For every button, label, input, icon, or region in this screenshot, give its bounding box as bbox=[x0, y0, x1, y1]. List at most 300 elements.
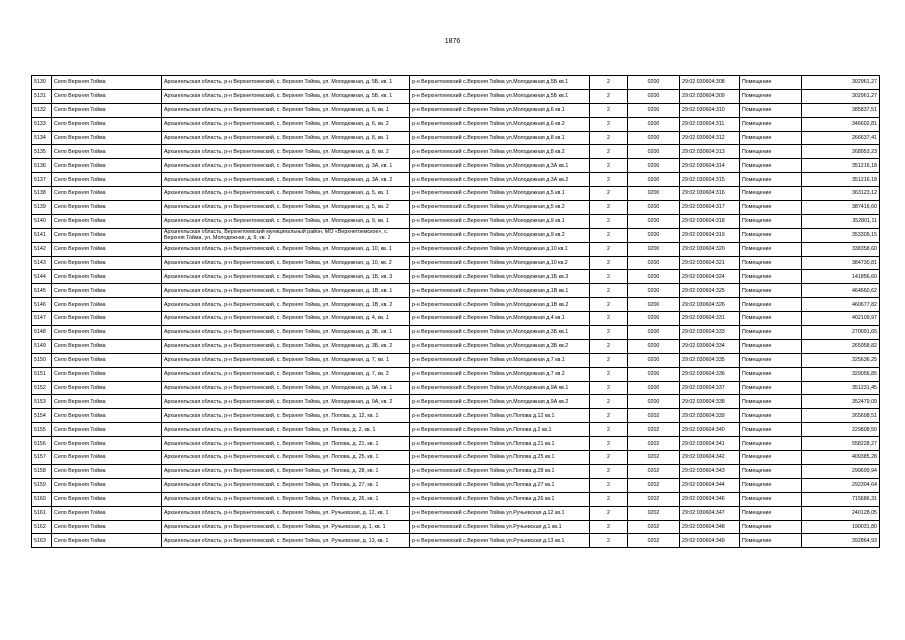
row-number: 5161 bbox=[32, 506, 52, 520]
full-address: Архангельская область, р-н Верхнетоемский, с. Верхняя Тойма, ул. Попова, д. 21, кв. 1 bbox=[162, 437, 410, 451]
row-number: 5153 bbox=[32, 395, 52, 409]
full-address: Архангельская область, р-н Верхнетоемский, с. Верхняя Тойма, ул. Молодежная, д. 5Б, кв. 1 bbox=[162, 89, 410, 103]
settlement-name: Село Верхняя Тойма bbox=[52, 478, 162, 492]
short-address: р-н Верхнетоемский с.Верхняя Тойма ул.Молодежная д.3Б кв.2 bbox=[410, 339, 590, 353]
short-address: р-н Верхнетоемский с.Верхняя Тойма ул.Ручьевская д.13 кв.1 bbox=[410, 534, 590, 548]
count-value: 2 bbox=[590, 242, 628, 256]
category-code: 0202 bbox=[628, 520, 680, 534]
row-number: 5134 bbox=[32, 131, 52, 145]
table-row bbox=[32, 298, 880, 312]
settlement-name: Село Верхняя Тойма bbox=[52, 326, 162, 340]
cadastral-number: 29:02:030604:337 bbox=[680, 381, 740, 395]
count-value: 2 bbox=[590, 464, 628, 478]
row-number: 5138 bbox=[32, 187, 52, 201]
settlement-name: Село Верхняя Тойма bbox=[52, 437, 162, 451]
row-number: 5159 bbox=[32, 478, 52, 492]
count-value: 2 bbox=[590, 312, 628, 326]
object-type: Помещение bbox=[740, 339, 802, 353]
full-address: Архангельская область, р-н Верхнетоемский, с. Верхняя Тойма, ул. Попова, д. 28, кв. 1 bbox=[162, 464, 410, 478]
settlement-name: Село Верхняя Тойма bbox=[52, 89, 162, 103]
full-address: Архангельская область, р-н Верхнетоемский, с. Верхняя Тойма, ул. Молодежная, д. 6, кв. 1 bbox=[162, 103, 410, 117]
category-code: 0200 bbox=[628, 117, 680, 131]
cadastral-number: 29:02:030604:346 bbox=[680, 492, 740, 506]
cadastral-number: 29:02:030604:316 bbox=[680, 187, 740, 201]
count-value: 2 bbox=[590, 256, 628, 270]
settlement-name: Село Верхняя Тойма bbox=[52, 145, 162, 159]
cadastral-value: 268953,23 bbox=[802, 145, 880, 159]
category-code: 0200 bbox=[628, 395, 680, 409]
category-code: 0202 bbox=[628, 506, 680, 520]
table-row bbox=[32, 242, 880, 256]
cadastral-value: 299699,94 bbox=[802, 464, 880, 478]
cadastral-value: 351231,45 bbox=[802, 381, 880, 395]
table-row bbox=[32, 464, 880, 478]
row-number: 5157 bbox=[32, 451, 52, 465]
object-type: Помещение bbox=[740, 284, 802, 298]
category-code: 0202 bbox=[628, 437, 680, 451]
short-address: р-н Верхнетоемский с.Верхняя Тойма ул.Попова д.21 кв.1 bbox=[410, 437, 590, 451]
row-number: 5141 bbox=[32, 228, 52, 242]
cadastral-value: 229808,50 bbox=[802, 423, 880, 437]
full-address: Архангельская область, р-н Верхнетоемский, с. Верхняя Тойма, ул. Ручьевская, д. 1, кв. 1 bbox=[162, 520, 410, 534]
cadastral-number: 29:02:030604:331 bbox=[680, 312, 740, 326]
short-address: р-н Верхнетоемский с.Верхняя Тойма ул.Молодежная д.5 кв.2 bbox=[410, 201, 590, 215]
object-type: Помещение bbox=[740, 464, 802, 478]
cadastral-value: 352801,11 bbox=[802, 214, 880, 228]
short-address: р-н Верхнетоемский с.Верхняя Тойма ул.Молодежная д.8 кв.1 bbox=[410, 131, 590, 145]
category-code: 0200 bbox=[628, 284, 680, 298]
object-type: Помещение bbox=[740, 159, 802, 173]
category-code: 0202 bbox=[628, 492, 680, 506]
settlement-name: Село Верхняя Тойма bbox=[52, 76, 162, 90]
settlement-name: Село Верхняя Тойма bbox=[52, 506, 162, 520]
settlement-name: Село Верхняя Тойма bbox=[52, 214, 162, 228]
object-type: Помещение bbox=[740, 242, 802, 256]
settlement-name: Село Верхняя Тойма bbox=[52, 187, 162, 201]
row-number: 5149 bbox=[32, 339, 52, 353]
row-number: 5131 bbox=[32, 89, 52, 103]
table-row bbox=[32, 76, 880, 90]
object-type: Помещение bbox=[740, 89, 802, 103]
object-type: Помещение bbox=[740, 534, 802, 548]
full-address: Архангельская область, р-н Верхнетоемский, с. Верхняя Тойма, ул. Молодежная, д. 5, кв. 1 bbox=[162, 187, 410, 201]
short-address: р-н Верхнетоемский с.Верхняя Тойма ул.Молодежная д.5 кв.1 bbox=[410, 187, 590, 201]
count-value: 2 bbox=[590, 187, 628, 201]
full-address: Архангельская область, р-н Верхнетоемский, с. Верхняя Тойма, ул. Молодежная, д. 9А, кв. 2 bbox=[162, 395, 410, 409]
table-row bbox=[32, 89, 880, 103]
cadastral-value: 265058,82 bbox=[802, 339, 880, 353]
table-row bbox=[32, 228, 880, 242]
page-number: 1876 bbox=[444, 38, 461, 45]
full-address: Архангельская область, р-н Верхнетоемский, с. Верхняя Тойма, ул. Молодежная, д. 8, кв. 2 bbox=[162, 145, 410, 159]
cadastral-value: 302961,27 bbox=[802, 76, 880, 90]
row-number: 5144 bbox=[32, 270, 52, 284]
row-number: 5139 bbox=[32, 201, 52, 215]
short-address: р-н Верхнетоемский с.Верхняя Тойма ул.Молодежная д.5Б кв.1 bbox=[410, 76, 590, 90]
settlement-name: Село Верхняя Тойма bbox=[52, 381, 162, 395]
short-address: р-н Верхнетоемский с.Верхняя Тойма ул.Молодежная д.1Б кв.3 bbox=[410, 270, 590, 284]
cadastral-value: 240128,05 bbox=[802, 506, 880, 520]
short-address: р-н Верхнетоемский с.Верхняя Тойма ул.Молодежная д.8 кв.2 bbox=[410, 145, 590, 159]
full-address: Архангельская область, р-н Верхнетоемский, с. Верхняя Тойма, ул. Ручьевская, д. 13, кв. 1 bbox=[162, 534, 410, 548]
settlement-name: Село Верхняя Тойма bbox=[52, 228, 162, 242]
full-address: Архангельская область, р-н Верхнетоемский, с. Верхняя Тойма, ул. Попова, д. 12, кв. 1 bbox=[162, 409, 410, 423]
cadastral-value: 715686,31 bbox=[802, 492, 880, 506]
cadastral-number: 29:02:030604:321 bbox=[680, 256, 740, 270]
settlement-name: Село Верхняя Тойма bbox=[52, 270, 162, 284]
category-code: 0200 bbox=[628, 201, 680, 215]
table-row bbox=[32, 214, 880, 228]
settlement-name: Село Верхняя Тойма bbox=[52, 242, 162, 256]
cadastral-value: 346602,81 bbox=[802, 117, 880, 131]
object-type: Помещение bbox=[740, 103, 802, 117]
cadastral-number: 29:02:030604:311 bbox=[680, 117, 740, 131]
table-row bbox=[32, 201, 880, 215]
settlement-name: Село Верхняя Тойма bbox=[52, 534, 162, 548]
cadastral-value: 352479,09 bbox=[802, 395, 880, 409]
cadastral-number: 29:02:030604:309 bbox=[680, 89, 740, 103]
category-code: 0202 bbox=[628, 423, 680, 437]
object-type: Помещение bbox=[740, 353, 802, 367]
table-row bbox=[32, 256, 880, 270]
table-row bbox=[32, 506, 880, 520]
count-value: 2 bbox=[590, 76, 628, 90]
object-type: Помещение bbox=[740, 451, 802, 465]
short-address: р-н Верхнетоемский с.Верхняя Тойма ул.Молодежная д.6 кв.1 bbox=[410, 103, 590, 117]
settlement-name: Село Верхняя Тойма bbox=[52, 409, 162, 423]
cadastral-number: 29:02:030604:335 bbox=[680, 353, 740, 367]
cadastral-number: 29:02:030604:314 bbox=[680, 159, 740, 173]
short-address: р-н Верхнетоемский с.Верхняя Тойма ул.Попова д.2 кв.1 bbox=[410, 423, 590, 437]
short-address: р-н Верхнетоемский с.Верхняя Тойма ул.Молодежная д.7 кв.2 bbox=[410, 367, 590, 381]
table-row bbox=[32, 103, 880, 117]
count-value: 2 bbox=[590, 201, 628, 215]
category-code: 0200 bbox=[628, 214, 680, 228]
count-value: 2 bbox=[590, 159, 628, 173]
cadastral-number: 29:02:030604:326 bbox=[680, 298, 740, 312]
row-number: 5142 bbox=[32, 242, 52, 256]
cadastral-number: 29:02:030604:340 bbox=[680, 423, 740, 437]
cadastral-value: 363123,12 bbox=[802, 187, 880, 201]
table-row bbox=[32, 395, 880, 409]
object-type: Помещение bbox=[740, 256, 802, 270]
object-type: Помещение bbox=[740, 173, 802, 187]
object-type: Помещение bbox=[740, 76, 802, 90]
row-number: 5162 bbox=[32, 520, 52, 534]
cadastral-number: 29:02:030604:342 bbox=[680, 451, 740, 465]
cadastral-value: 302961,27 bbox=[802, 89, 880, 103]
category-code: 0200 bbox=[628, 298, 680, 312]
cadastral-value: 392864,93 bbox=[802, 534, 880, 548]
short-address: р-н Верхнетоемский с.Верхняя Тойма ул.Молодежная д.5Б кв.1 bbox=[410, 89, 590, 103]
table-row bbox=[32, 312, 880, 326]
cadastral-value: 558228,27 bbox=[802, 437, 880, 451]
table-row bbox=[32, 131, 880, 145]
category-code: 0200 bbox=[628, 353, 680, 367]
short-address: р-н Верхнетоемский с.Верхняя Тойма ул.Попова д.27 кв.1 bbox=[410, 478, 590, 492]
row-number: 5140 bbox=[32, 214, 52, 228]
full-address: Архангельская область, р-н Верхнетоемский, с. Верхняя Тойма, ул. Молодежная, д. 1В, кв. 2 bbox=[162, 298, 410, 312]
object-type: Помещение bbox=[740, 409, 802, 423]
object-type: Помещение bbox=[740, 298, 802, 312]
count-value: 2 bbox=[590, 284, 628, 298]
settlement-name: Село Верхняя Тойма bbox=[52, 173, 162, 187]
settlement-name: Село Верхняя Тойма bbox=[52, 117, 162, 131]
cadastral-value: 329056,85 bbox=[802, 367, 880, 381]
count-value: 2 bbox=[590, 478, 628, 492]
count-value: 2 bbox=[590, 173, 628, 187]
cadastral-value: 338358,60 bbox=[802, 242, 880, 256]
count-value: 2 bbox=[590, 395, 628, 409]
object-type: Помещение bbox=[740, 437, 802, 451]
settlement-name: Село Верхняя Тойма bbox=[52, 256, 162, 270]
full-address: Архангельская область, р-н Верхнетоемский, с. Верхняя Тойма, ул. Молодежная, д. 10, кв. 2 bbox=[162, 256, 410, 270]
short-address: р-н Верхнетоемский с.Верхняя Тойма ул.Молодежная д.9А кв.2 bbox=[410, 395, 590, 409]
table-row bbox=[32, 520, 880, 534]
cadastral-value: 353305,15 bbox=[802, 228, 880, 242]
category-code: 0202 bbox=[628, 534, 680, 548]
cadastral-value: 351216,18 bbox=[802, 159, 880, 173]
short-address: р-н Верхнетоемский с.Верхняя Тойма ул.Ручьевская д.12 кв.1 bbox=[410, 506, 590, 520]
category-code: 0202 bbox=[628, 409, 680, 423]
settlement-name: Село Верхняя Тойма bbox=[52, 103, 162, 117]
table-row bbox=[32, 534, 880, 548]
table-row bbox=[32, 284, 880, 298]
count-value: 2 bbox=[590, 103, 628, 117]
category-code: 0200 bbox=[628, 339, 680, 353]
cadastral-number: 29:02:030604:349 bbox=[680, 534, 740, 548]
count-value: 2 bbox=[590, 367, 628, 381]
full-address: Архангельская область, р-н Верхнетоемский, с. Верхняя Тойма, ул. Молодежная, д. 3А, кв. 1 bbox=[162, 159, 410, 173]
count-value: 2 bbox=[590, 520, 628, 534]
count-value: 2 bbox=[590, 423, 628, 437]
full-address: Архангельская область, р-н Верхнетоемский, с. Верхняя Тойма, ул. Молодежная, д. 7, кв. 2 bbox=[162, 367, 410, 381]
object-type: Помещение bbox=[740, 381, 802, 395]
cadastral-value: 266637,41 bbox=[802, 131, 880, 145]
cadastral-value: 409385,28 bbox=[802, 451, 880, 465]
cadastral-value: 190031,80 bbox=[802, 520, 880, 534]
count-value: 2 bbox=[590, 506, 628, 520]
category-code: 0200 bbox=[628, 367, 680, 381]
row-number: 5154 bbox=[32, 409, 52, 423]
cadastral-value: 387416,60 bbox=[802, 201, 880, 215]
object-type: Помещение bbox=[740, 187, 802, 201]
row-number: 5163 bbox=[32, 534, 52, 548]
row-number: 5147 bbox=[32, 312, 52, 326]
count-value: 2 bbox=[590, 409, 628, 423]
full-address: Архангельская область, р-н Верхнетоемский, с. Верхняя Тойма, ул. Молодежная, д. 1Б, кв. 3 bbox=[162, 270, 410, 284]
count-value: 2 bbox=[590, 214, 628, 228]
object-type: Помещение bbox=[740, 312, 802, 326]
count-value: 2 bbox=[590, 228, 628, 242]
object-type: Помещение bbox=[740, 117, 802, 131]
table-row bbox=[32, 423, 880, 437]
short-address: р-н Верхнетоемский с.Верхняя Тойма ул.Молодежная д.7 кв.1 bbox=[410, 353, 590, 367]
category-code: 0200 bbox=[628, 242, 680, 256]
cadastral-number: 29:02:030604:341 bbox=[680, 437, 740, 451]
object-type: Помещение bbox=[740, 228, 802, 242]
short-address: р-н Верхнетоемский с.Верхняя Тойма ул.Молодежная д.6 кв.2 bbox=[410, 117, 590, 131]
cadastral-value: 270091,65 bbox=[802, 326, 880, 340]
settlement-name: Село Верхняя Тойма bbox=[52, 353, 162, 367]
table-row bbox=[32, 187, 880, 201]
row-number: 5155 bbox=[32, 423, 52, 437]
short-address: р-н Верхнетоемский с.Верхняя Тойма ул.Молодежная д.9 кв.2 bbox=[410, 228, 590, 242]
cadastral-number: 29:02:030604:347 bbox=[680, 506, 740, 520]
short-address: р-н Верхнетоемский с.Верхняя Тойма ул.Молодежная д.3Б кв.1 bbox=[410, 326, 590, 340]
cadastral-number: 29:02:030604:339 bbox=[680, 409, 740, 423]
cadastral-number: 29:02:030604:320 bbox=[680, 242, 740, 256]
object-type: Помещение bbox=[740, 367, 802, 381]
category-code: 0200 bbox=[628, 381, 680, 395]
row-number: 5150 bbox=[32, 353, 52, 367]
short-address: р-н Верхнетоемский с.Верхняя Тойма ул.Ручьевская д.1 кв.1 bbox=[410, 520, 590, 534]
short-address: р-н Верхнетоемский с.Верхняя Тойма ул.Молодежная д.4 кв.1 bbox=[410, 312, 590, 326]
cadastral-number: 29:02:030604:344 bbox=[680, 478, 740, 492]
table-row bbox=[32, 339, 880, 353]
full-address: Архангельская область, Верхнетоемский муниципальный район, МО «Верхнетоемское», с. Верхняя Тойма, ул. Молодежная, д. 9, кв. 2 bbox=[162, 228, 410, 242]
count-value: 2 bbox=[590, 353, 628, 367]
category-code: 0200 bbox=[628, 312, 680, 326]
count-value: 2 bbox=[590, 492, 628, 506]
cadastral-value: 384730,81 bbox=[802, 256, 880, 270]
table-row bbox=[32, 437, 880, 451]
object-type: Помещение bbox=[740, 423, 802, 437]
cadastral-value: 464660,62 bbox=[802, 284, 880, 298]
settlement-name: Село Верхняя Тойма bbox=[52, 298, 162, 312]
settlement-name: Село Верхняя Тойма bbox=[52, 367, 162, 381]
category-code: 0200 bbox=[628, 326, 680, 340]
cadastral-value: 292304,64 bbox=[802, 478, 880, 492]
cadastral-value: 141856,60 bbox=[802, 270, 880, 284]
settlement-name: Село Верхняя Тойма bbox=[52, 451, 162, 465]
table-row bbox=[32, 478, 880, 492]
table-row bbox=[32, 409, 880, 423]
table-row bbox=[32, 117, 880, 131]
category-code: 0200 bbox=[628, 173, 680, 187]
category-code: 0200 bbox=[628, 103, 680, 117]
row-number: 5136 bbox=[32, 159, 52, 173]
registry-table bbox=[31, 75, 880, 548]
cadastral-value: 460677,82 bbox=[802, 298, 880, 312]
category-code: 0200 bbox=[628, 256, 680, 270]
category-code: 0200 bbox=[628, 228, 680, 242]
table-row bbox=[32, 381, 880, 395]
cadastral-number: 29:02:030604:313 bbox=[680, 145, 740, 159]
category-code: 0200 bbox=[628, 159, 680, 173]
cadastral-value: 402109,97 bbox=[802, 312, 880, 326]
full-address: Архангельская область, р-н Верхнетоемский, с. Верхняя Тойма, ул. Молодежная, д. 9, кв. 1 bbox=[162, 214, 410, 228]
table-row bbox=[32, 326, 880, 340]
full-address: Архангельская область, р-н Верхнетоемский, с. Верхняя Тойма, ул. Молодежная, д. 8, кв. 1 bbox=[162, 131, 410, 145]
settlement-name: Село Верхняя Тойма bbox=[52, 284, 162, 298]
short-address: р-н Верхнетоемский с.Верхняя Тойма ул.Молодежная д.9 кв.1 bbox=[410, 214, 590, 228]
count-value: 2 bbox=[590, 534, 628, 548]
full-address: Архангельская область, р-н Верхнетоемский, с. Верхняя Тойма, ул. Молодежная, д. 3А, кв. 2 bbox=[162, 173, 410, 187]
cadastral-value: 325636,25 bbox=[802, 353, 880, 367]
count-value: 2 bbox=[590, 381, 628, 395]
full-address: Архангельская область, р-н Верхнетоемский, с. Верхняя Тойма, ул. Молодежная, д. 6, кв. 2 bbox=[162, 117, 410, 131]
full-address: Архангельская область, р-н Верхнетоемский, с. Верхняя Тойма, ул. Попова, д. 2, кв. 1 bbox=[162, 423, 410, 437]
full-address: Архангельская область, р-н Верхнетоемский, с. Верхняя Тойма, ул. Молодежная, д. 1В, кв. 1 bbox=[162, 284, 410, 298]
table-row bbox=[32, 367, 880, 381]
row-number: 5145 bbox=[32, 284, 52, 298]
cadastral-number: 29:02:030604:336 bbox=[680, 367, 740, 381]
count-value: 2 bbox=[590, 89, 628, 103]
cadastral-number: 29:02:030604:319 bbox=[680, 228, 740, 242]
settlement-name: Село Верхняя Тойма bbox=[52, 201, 162, 215]
category-code: 0202 bbox=[628, 464, 680, 478]
full-address: Архангельская область, р-н Верхнетоемский, с. Верхняя Тойма, ул. Ручьевская, д. 12, кв. 1 bbox=[162, 506, 410, 520]
full-address: Архангельская область, р-н Верхнетоемский, с. Верхняя Тойма, ул. Молодежная, д. 7, кв. 1 bbox=[162, 353, 410, 367]
table-row bbox=[32, 353, 880, 367]
full-address: Архангельская область, р-н Верхнетоемский, с. Верхняя Тойма, ул. Молодежная, д. 3Б, кв. 1 bbox=[162, 326, 410, 340]
settlement-name: Село Верхняя Тойма bbox=[52, 312, 162, 326]
count-value: 2 bbox=[590, 298, 628, 312]
row-number: 5130 bbox=[32, 76, 52, 90]
settlement-name: Село Верхняя Тойма bbox=[52, 395, 162, 409]
row-number: 5158 bbox=[32, 464, 52, 478]
registry-rows bbox=[32, 76, 880, 548]
settlement-name: Село Верхняя Тойма bbox=[52, 520, 162, 534]
cadastral-number: 29:02:030604:308 bbox=[680, 76, 740, 90]
short-address: р-н Верхнетоемский с.Верхняя Тойма ул.Молодежная д.1В кв.1 bbox=[410, 284, 590, 298]
object-type: Помещение bbox=[740, 145, 802, 159]
short-address: р-н Верхнетоемский с.Верхняя Тойма ул.Молодежная д.3А кв.2 bbox=[410, 173, 590, 187]
count-value: 2 bbox=[590, 117, 628, 131]
row-number: 5132 bbox=[32, 103, 52, 117]
short-address: р-н Верхнетоемский с.Верхняя Тойма ул.Попова д.28 кв.1 bbox=[410, 464, 590, 478]
cadastral-number: 29:02:030604:333 bbox=[680, 326, 740, 340]
category-code: 0200 bbox=[628, 145, 680, 159]
object-type: Помещение bbox=[740, 506, 802, 520]
settlement-name: Село Верхняя Тойма bbox=[52, 159, 162, 173]
table-row bbox=[32, 451, 880, 465]
cadastral-value: 351216,18 bbox=[802, 173, 880, 187]
settlement-name: Село Верхняя Тойма bbox=[52, 131, 162, 145]
cadastral-number: 29:02:030604:325 bbox=[680, 284, 740, 298]
short-address: р-н Верхнетоемский с.Верхняя Тойма ул.Попова д.26 кв.1 bbox=[410, 492, 590, 506]
full-address: Архангельская область, р-н Верхнетоемский, с. Верхняя Тойма, ул. Молодежная, д. 3Б, кв. 2 bbox=[162, 339, 410, 353]
category-code: 0200 bbox=[628, 89, 680, 103]
row-number: 5135 bbox=[32, 145, 52, 159]
count-value: 2 bbox=[590, 326, 628, 340]
row-number: 5146 bbox=[32, 298, 52, 312]
short-address: р-н Верхнетоемский с.Верхняя Тойма ул.Молодежная д.10 кв.2 bbox=[410, 256, 590, 270]
category-code: 0200 bbox=[628, 187, 680, 201]
short-address: р-н Верхнетоемский с.Верхняя Тойма ул.Попова д.25 кв.1 bbox=[410, 451, 590, 465]
cadastral-number: 29:02:030604:348 bbox=[680, 520, 740, 534]
object-type: Помещение bbox=[740, 492, 802, 506]
table-row bbox=[32, 492, 880, 506]
cadastral-number: 29:02:030604:310 bbox=[680, 103, 740, 117]
row-number: 5148 bbox=[32, 326, 52, 340]
cadastral-number: 29:02:030604:317 bbox=[680, 201, 740, 215]
table-row bbox=[32, 270, 880, 284]
category-code: 0202 bbox=[628, 478, 680, 492]
object-type: Помещение bbox=[740, 478, 802, 492]
cadastral-number: 29:02:030604:343 bbox=[680, 464, 740, 478]
row-number: 5156 bbox=[32, 437, 52, 451]
count-value: 2 bbox=[590, 131, 628, 145]
cadastral-number: 29:02:030604:324 bbox=[680, 270, 740, 284]
full-address: Архангельская область, р-н Верхнетоемский, с. Верхняя Тойма, ул. Молодежная, д. 5Б, кв. 1 bbox=[162, 76, 410, 90]
category-code: 0200 bbox=[628, 270, 680, 284]
short-address: р-н Верхнетоемский с.Верхняя Тойма ул.Попова д.12 кв.1 bbox=[410, 409, 590, 423]
row-number: 5160 bbox=[32, 492, 52, 506]
category-code: 0200 bbox=[628, 131, 680, 145]
object-type: Помещение bbox=[740, 214, 802, 228]
